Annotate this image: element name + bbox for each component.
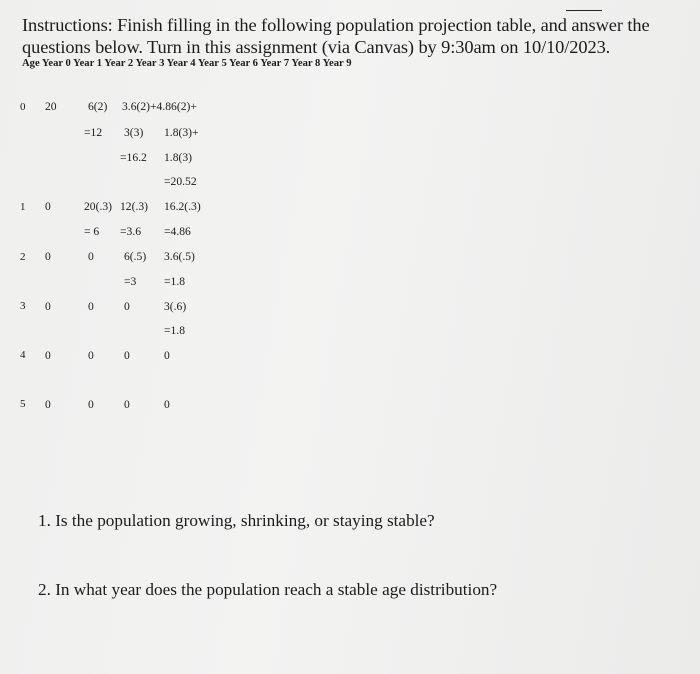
- cell-r0-y1b: =12: [84, 126, 103, 139]
- cell-r3-y1: 0: [88, 300, 94, 313]
- question-1: 1. Is the population growing, shrinking, or staying stable?: [38, 511, 435, 530]
- cell-r2-y2a: 6(.5): [124, 250, 147, 263]
- age-label-2: 2: [20, 251, 26, 263]
- age-label-3: 3: [20, 300, 26, 312]
- cell-r2-y3b: =1.8: [164, 275, 186, 288]
- age-label-1: 1: [20, 201, 26, 213]
- cell-r3-y0: 0: [45, 300, 51, 313]
- cell-r1-y1a: 20(.3): [84, 200, 113, 213]
- instructions-text: Instructions: Finish filling in the following population projection table, and answer the questions below. Turn in this assignment (via Canvas) by 9:30am on 10/10/2023.: [22, 15, 650, 57]
- cell-r5-y1: 0: [88, 398, 94, 411]
- cell-r0-y2c: 1.8(3)+: [164, 126, 199, 139]
- age-label-4: 4: [20, 349, 26, 361]
- cell-r0-y1a: 6(2): [88, 100, 108, 113]
- cell-r1-y2a: 12(.3): [120, 200, 149, 213]
- cell-r0-y2a: 3.6(2)+4.86(2)+: [122, 100, 197, 113]
- cell-r1-y1b: = 6: [84, 225, 100, 238]
- cell-r0-y2b: 3(3): [124, 126, 144, 139]
- cell-r0-y0: 20: [45, 100, 57, 113]
- cell-r2-y2b: =3: [124, 275, 137, 288]
- cell-r4-y2: 0: [124, 349, 130, 362]
- cell-r2-y0: 0: [45, 250, 51, 263]
- cell-r0-y2e: 1.8(3): [164, 151, 193, 164]
- cell-r1-y3a: 16.2(.3): [164, 200, 201, 213]
- cell-r5-y3: 0: [164, 398, 170, 411]
- cell-r3-y3a: 3(.6): [164, 300, 187, 313]
- cell-r2-y3a: 3.6(.5): [164, 250, 195, 263]
- cell-r5-y0: 0: [45, 398, 51, 411]
- age-label-5: 5: [20, 398, 26, 410]
- age-label-0: 0: [20, 101, 26, 113]
- underline-mark: [566, 10, 602, 11]
- cell-r1-y2b: =3.6: [120, 225, 142, 238]
- cell-r4-y1: 0: [88, 349, 94, 362]
- cell-r2-y1: 0: [88, 250, 94, 263]
- question-2: 2. In what year does the population reach a stable age distribution?: [38, 580, 498, 599]
- cell-r3-y2: 0: [124, 300, 130, 313]
- cell-r5-y2: 0: [124, 398, 130, 411]
- table-header: Age Year 0 Year 1 Year 2 Year 3 Year 4 Year 5 Year 6 Year 7 Year 8 Year 9: [22, 58, 352, 69]
- cell-r0-y2f: =20.52: [164, 175, 197, 188]
- cell-r1-y0: 0: [45, 200, 51, 213]
- cell-r1-y3b: =4.86: [164, 225, 191, 238]
- cell-r3-y3b: =1.8: [164, 324, 186, 337]
- cell-r0-y2d: =16.2: [120, 151, 147, 164]
- cell-r4-y0: 0: [45, 349, 51, 362]
- cell-r4-y3: 0: [164, 349, 170, 362]
